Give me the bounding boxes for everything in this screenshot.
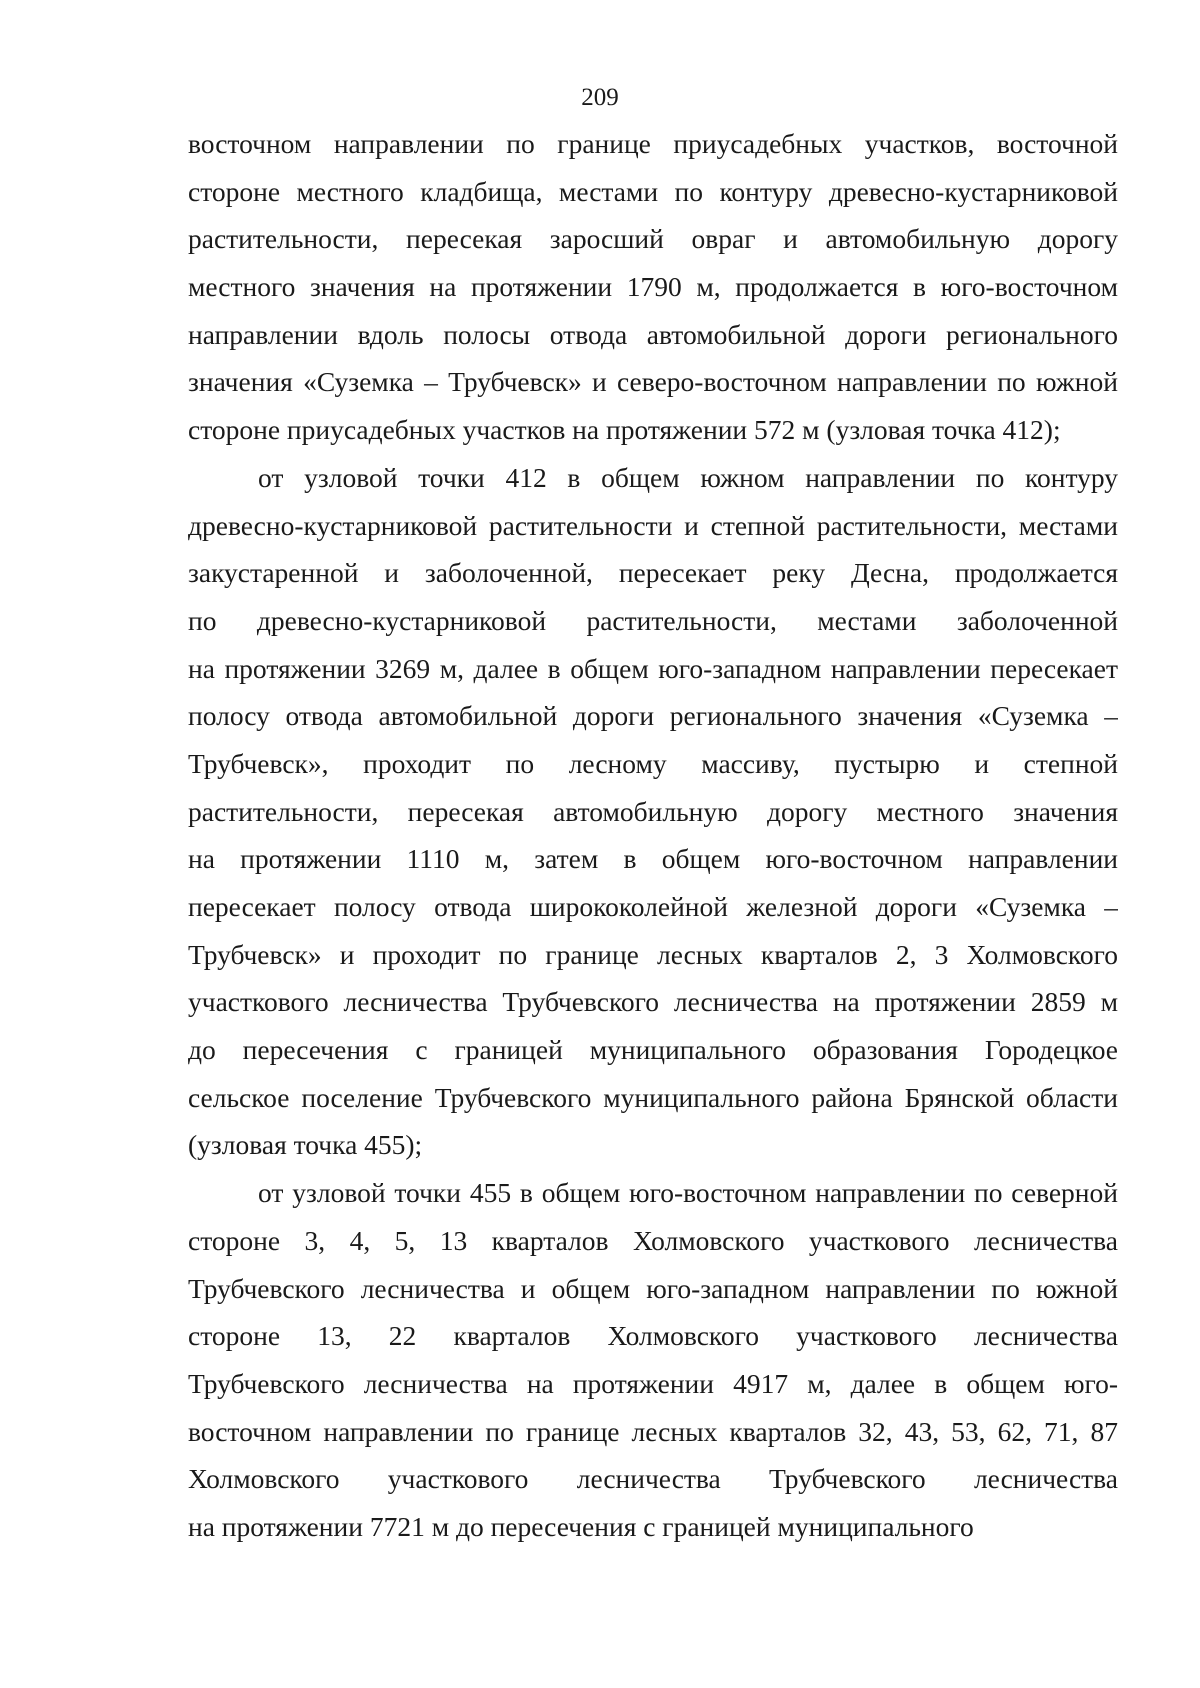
text-line: стороне приусадебных участков на протяжении 572 м (узловая точка 412); [188,414,1061,446]
text-line: стороне 13, 22 кварталов Холмовского участкового лесничества [188,1320,1118,1352]
text-line: растительности, пересекая заросший овраг и автомобильную дорогу [188,223,1118,255]
text-line: по древесно-кустарниковой растительности, местами заболоченной [188,604,1118,636]
text-line: участкового лесничества Трубчевского лесничества на протяжении 2859 м [188,986,1118,1018]
page-number: 209 [581,84,619,111]
text-line: (узловая точка 455); [188,1129,423,1161]
text-line: на протяжении 3269 м, далее в общем юго-западном направлении пересекает [188,652,1118,684]
document-body [188,120,1118,1551]
text-line: растительности, пересекая автомобильную дорогу местного значения [188,795,1118,827]
text-line: стороне местного кладбища, местами по контуру древесно-кустарниковой [188,175,1118,207]
text-line: Трубчевского лесничества и общем юго-западном направлении по южной [188,1272,1118,1304]
text-line: от узловой точки 455 в общем юго-восточном направлении по северной [258,1177,1118,1209]
text-line: Трубчевск» и проходит по границе лесных кварталов 2, 3 Холмовского [188,938,1118,970]
text-line: Холмовского участкового лесничества Трубчевского лесничества [188,1463,1118,1495]
text-line: восточном направлении по границе приусадебных участков, восточной [188,128,1118,159]
text-line: на протяжении 7721 м до пересечения с границей муниципального [188,1510,974,1542]
text-line: закустаренной и заболоченной, пересекает реку Десна, продолжается [188,557,1118,589]
text-line: пересекает полосу отвода ширококолейной железной дороги «Суземка – [188,891,1118,922]
text-line: Трубчевского лесничества на протяжении 4917 м, далее в общем юго- [188,1367,1118,1399]
text-line: стороне 3, 4, 5, 13 кварталов Холмовского участкового лесничества [188,1224,1118,1256]
text-line: Трубчевск», проходит по лесному массиву, пустырю и степной [188,747,1118,779]
paragraph [188,1169,1118,1551]
text-line: сельское поселение Трубчевского муниципального района Брянской области [188,1081,1118,1113]
text-line: восточном направлении по границе лесных кварталов 32, 43, 53, 62, 71, 87 [188,1415,1118,1447]
text-line: на протяжении 1110 м, затем в общем юго-восточном направлении [188,843,1118,875]
text-line: от узловой точки 412 в общем южном направлении по контуру [258,461,1118,493]
text-line: местного значения на протяжении 1790 м, продолжается в юго-восточном [188,271,1118,303]
text-line: древесно-кустарниковой растительности и степной растительности, местами [188,509,1118,541]
text-line: направлении вдоль полосы отвода автомобильной дороги регионального [188,318,1118,350]
text-line: до пересечения с границей муниципального образования Городецкое [188,1034,1118,1066]
text-line: значения «Суземка – Трубчевск» и северо-восточном направлении по южной [188,366,1118,398]
text-line: полосу отвода автомобильной дороги регионального значения «Суземка – [188,700,1118,732]
paragraph [188,120,1118,454]
paragraph [188,454,1118,1169]
